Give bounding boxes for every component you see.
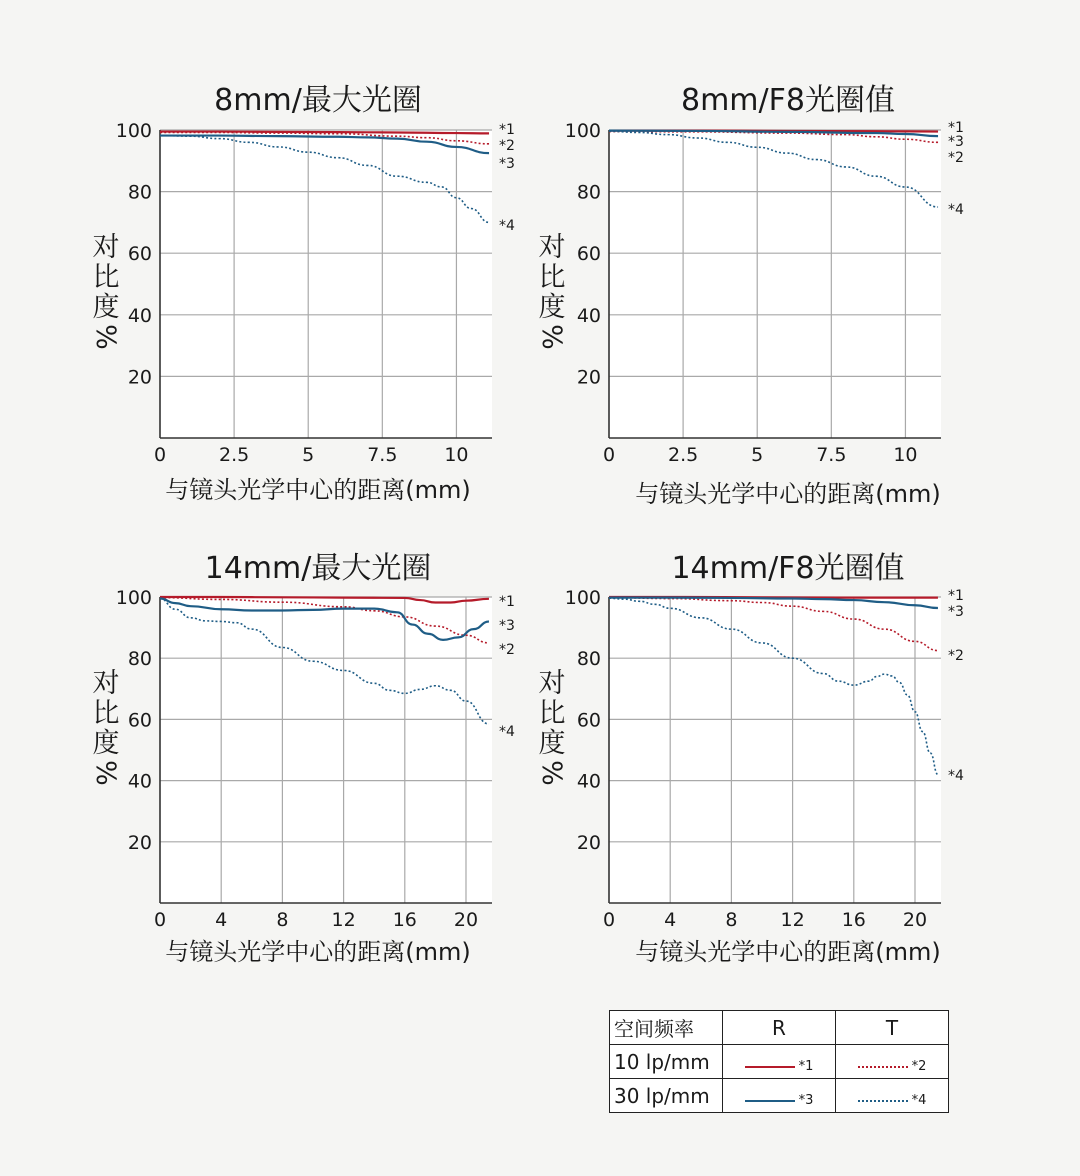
y-tick-label: 20 [576, 366, 601, 389]
y-axis-label-char: % [90, 760, 121, 786]
y-tick-label: 40 [127, 770, 152, 793]
y-axis-label-char: % [536, 324, 567, 350]
y-tick-label: 20 [127, 831, 152, 854]
series-annotation: *3 [948, 604, 964, 620]
legend-swatch-4 [836, 1079, 949, 1113]
x-tick-label: 5 [751, 444, 764, 466]
legend-swatch-label: *2 [911, 1059, 927, 1075]
series-annotation: *4 [948, 202, 964, 218]
x-tick-label: 2.5 [667, 444, 699, 466]
x-tick-label: 16 [392, 909, 417, 931]
x-tick-label: 16 [841, 909, 866, 931]
legend-row-label: 30 lp/mm [610, 1079, 723, 1113]
series-annotation: *4 [948, 768, 964, 784]
series-annotation: *4 [499, 724, 515, 740]
y-tick-label: 100 [564, 120, 601, 142]
x-tick-label: 4 [664, 909, 677, 931]
series-annotation: *2 [499, 642, 515, 658]
legend-swatch-label: *1 [798, 1059, 814, 1075]
legend-line-red-dotted [858, 1066, 908, 1068]
x-tick-label: 7.5 [816, 444, 847, 466]
y-tick-label: 20 [127, 366, 152, 389]
y-tick-label: 60 [127, 709, 152, 732]
x-tick-label: 10 [893, 444, 918, 466]
x-tick-label: 0 [602, 444, 616, 466]
y-axis-label-char: 度 [538, 728, 566, 759]
y-tick-label: 100 [564, 587, 601, 609]
x-tick-label: 0 [602, 909, 616, 931]
y-tick-label: 40 [576, 304, 601, 327]
series-annotation: *2 [948, 648, 964, 664]
series-annotation: *3 [499, 618, 515, 634]
legend-header-row [610, 1011, 949, 1045]
legend-swatch-label: *4 [911, 1093, 927, 1109]
y-axis-label-char: 比 [538, 262, 566, 293]
y-tick-label: 20 [576, 831, 601, 854]
chart-title: 14mm/最大光圈 [204, 551, 432, 586]
series-annotation: *2 [948, 150, 964, 166]
x-tick-label: 0 [153, 909, 167, 931]
x-axis-label: 与镜头光学中心的距离(mm) [165, 938, 471, 966]
chart-title: 8mm/F8光圈值 [681, 83, 895, 118]
x-tick-label: 20 [453, 909, 479, 931]
x-tick-label: 20 [902, 909, 928, 931]
y-axis-label-char: 度 [92, 292, 120, 323]
chart-title: 8mm/最大光圈 [214, 83, 422, 118]
x-tick-label: 5 [302, 444, 315, 466]
x-tick-label: 12 [780, 909, 805, 931]
legend-table [609, 1010, 949, 1113]
x-tick-label: 0 [153, 444, 167, 466]
plot-area [160, 597, 492, 903]
chart-title: 14mm/F8光圈值 [671, 551, 905, 586]
series-annotation: *1 [948, 120, 964, 136]
series-annotation: *4 [499, 218, 515, 234]
plot-area [609, 597, 941, 903]
legend-header-frequency: 空间频率 [610, 1011, 723, 1045]
series-annotation: *1 [499, 122, 515, 138]
series-annotation: *2 [499, 138, 515, 154]
series-annotation: *3 [948, 134, 964, 150]
y-tick-label: 80 [576, 181, 601, 204]
x-axis-label: 与镜头光学中心的距离(mm) [165, 476, 471, 504]
y-axis-label-char: 对 [538, 232, 566, 263]
x-tick-label: 10 [444, 444, 469, 466]
y-tick-label: 40 [576, 770, 601, 793]
y-axis-label-char: 度 [92, 728, 120, 759]
series-annotation: *3 [499, 156, 515, 172]
legend-header-r: R [723, 1011, 836, 1045]
x-axis-label: 与镜头光学中心的距离(mm) [635, 938, 941, 966]
y-axis-label-char: % [536, 760, 567, 786]
y-tick-label: 60 [127, 243, 152, 266]
mtf-panel-2 [536, 83, 964, 508]
y-axis-label-char: 比 [92, 262, 120, 293]
series-annotation: *1 [499, 594, 515, 610]
plot-area [160, 130, 492, 438]
series-annotation: *1 [948, 588, 964, 604]
mtf-panel-1 [90, 83, 515, 504]
y-axis-label-char: 对 [92, 668, 120, 699]
legend-row-10lp [610, 1045, 949, 1079]
x-tick-label: 12 [331, 909, 356, 931]
legend-row-30lp [610, 1079, 949, 1113]
mtf-panel-4 [536, 551, 964, 966]
y-axis-label-char: 度 [538, 292, 566, 323]
x-tick-label: 2.5 [218, 444, 250, 466]
y-axis-label-char: 对 [538, 668, 566, 699]
y-tick-label: 40 [127, 304, 152, 327]
legend-line-blue-dotted [858, 1100, 908, 1102]
legend-line-blue-solid [745, 1100, 795, 1102]
plot-area [609, 130, 941, 438]
y-tick-label: 60 [576, 709, 601, 732]
x-axis-label: 与镜头光学中心的距离(mm) [635, 480, 941, 508]
x-tick-label: 8 [725, 909, 738, 931]
x-tick-label: 4 [215, 909, 228, 931]
y-axis-label-char: 比 [92, 698, 120, 729]
legend-line-red-solid [745, 1066, 795, 1068]
mtf-panel-3 [90, 551, 515, 966]
y-tick-label: 80 [127, 181, 152, 204]
legend-swatch-3 [723, 1079, 836, 1113]
legend-row-label: 10 lp/mm [610, 1045, 723, 1079]
legend-swatch-1 [723, 1045, 836, 1079]
y-tick-label: 100 [115, 587, 152, 609]
y-tick-label: 100 [115, 120, 152, 142]
legend-swatch-2 [836, 1045, 949, 1079]
y-tick-label: 80 [127, 648, 152, 671]
legend-header-t: T [836, 1011, 949, 1045]
y-axis-label-char: 比 [538, 698, 566, 729]
y-tick-label: 60 [576, 243, 601, 266]
y-axis-label-char: % [90, 324, 121, 350]
x-tick-label: 8 [276, 909, 289, 931]
y-tick-label: 80 [576, 648, 601, 671]
y-axis-label-char: 对 [92, 232, 120, 263]
x-tick-label: 7.5 [367, 444, 398, 466]
legend-swatch-label: *3 [798, 1093, 814, 1109]
